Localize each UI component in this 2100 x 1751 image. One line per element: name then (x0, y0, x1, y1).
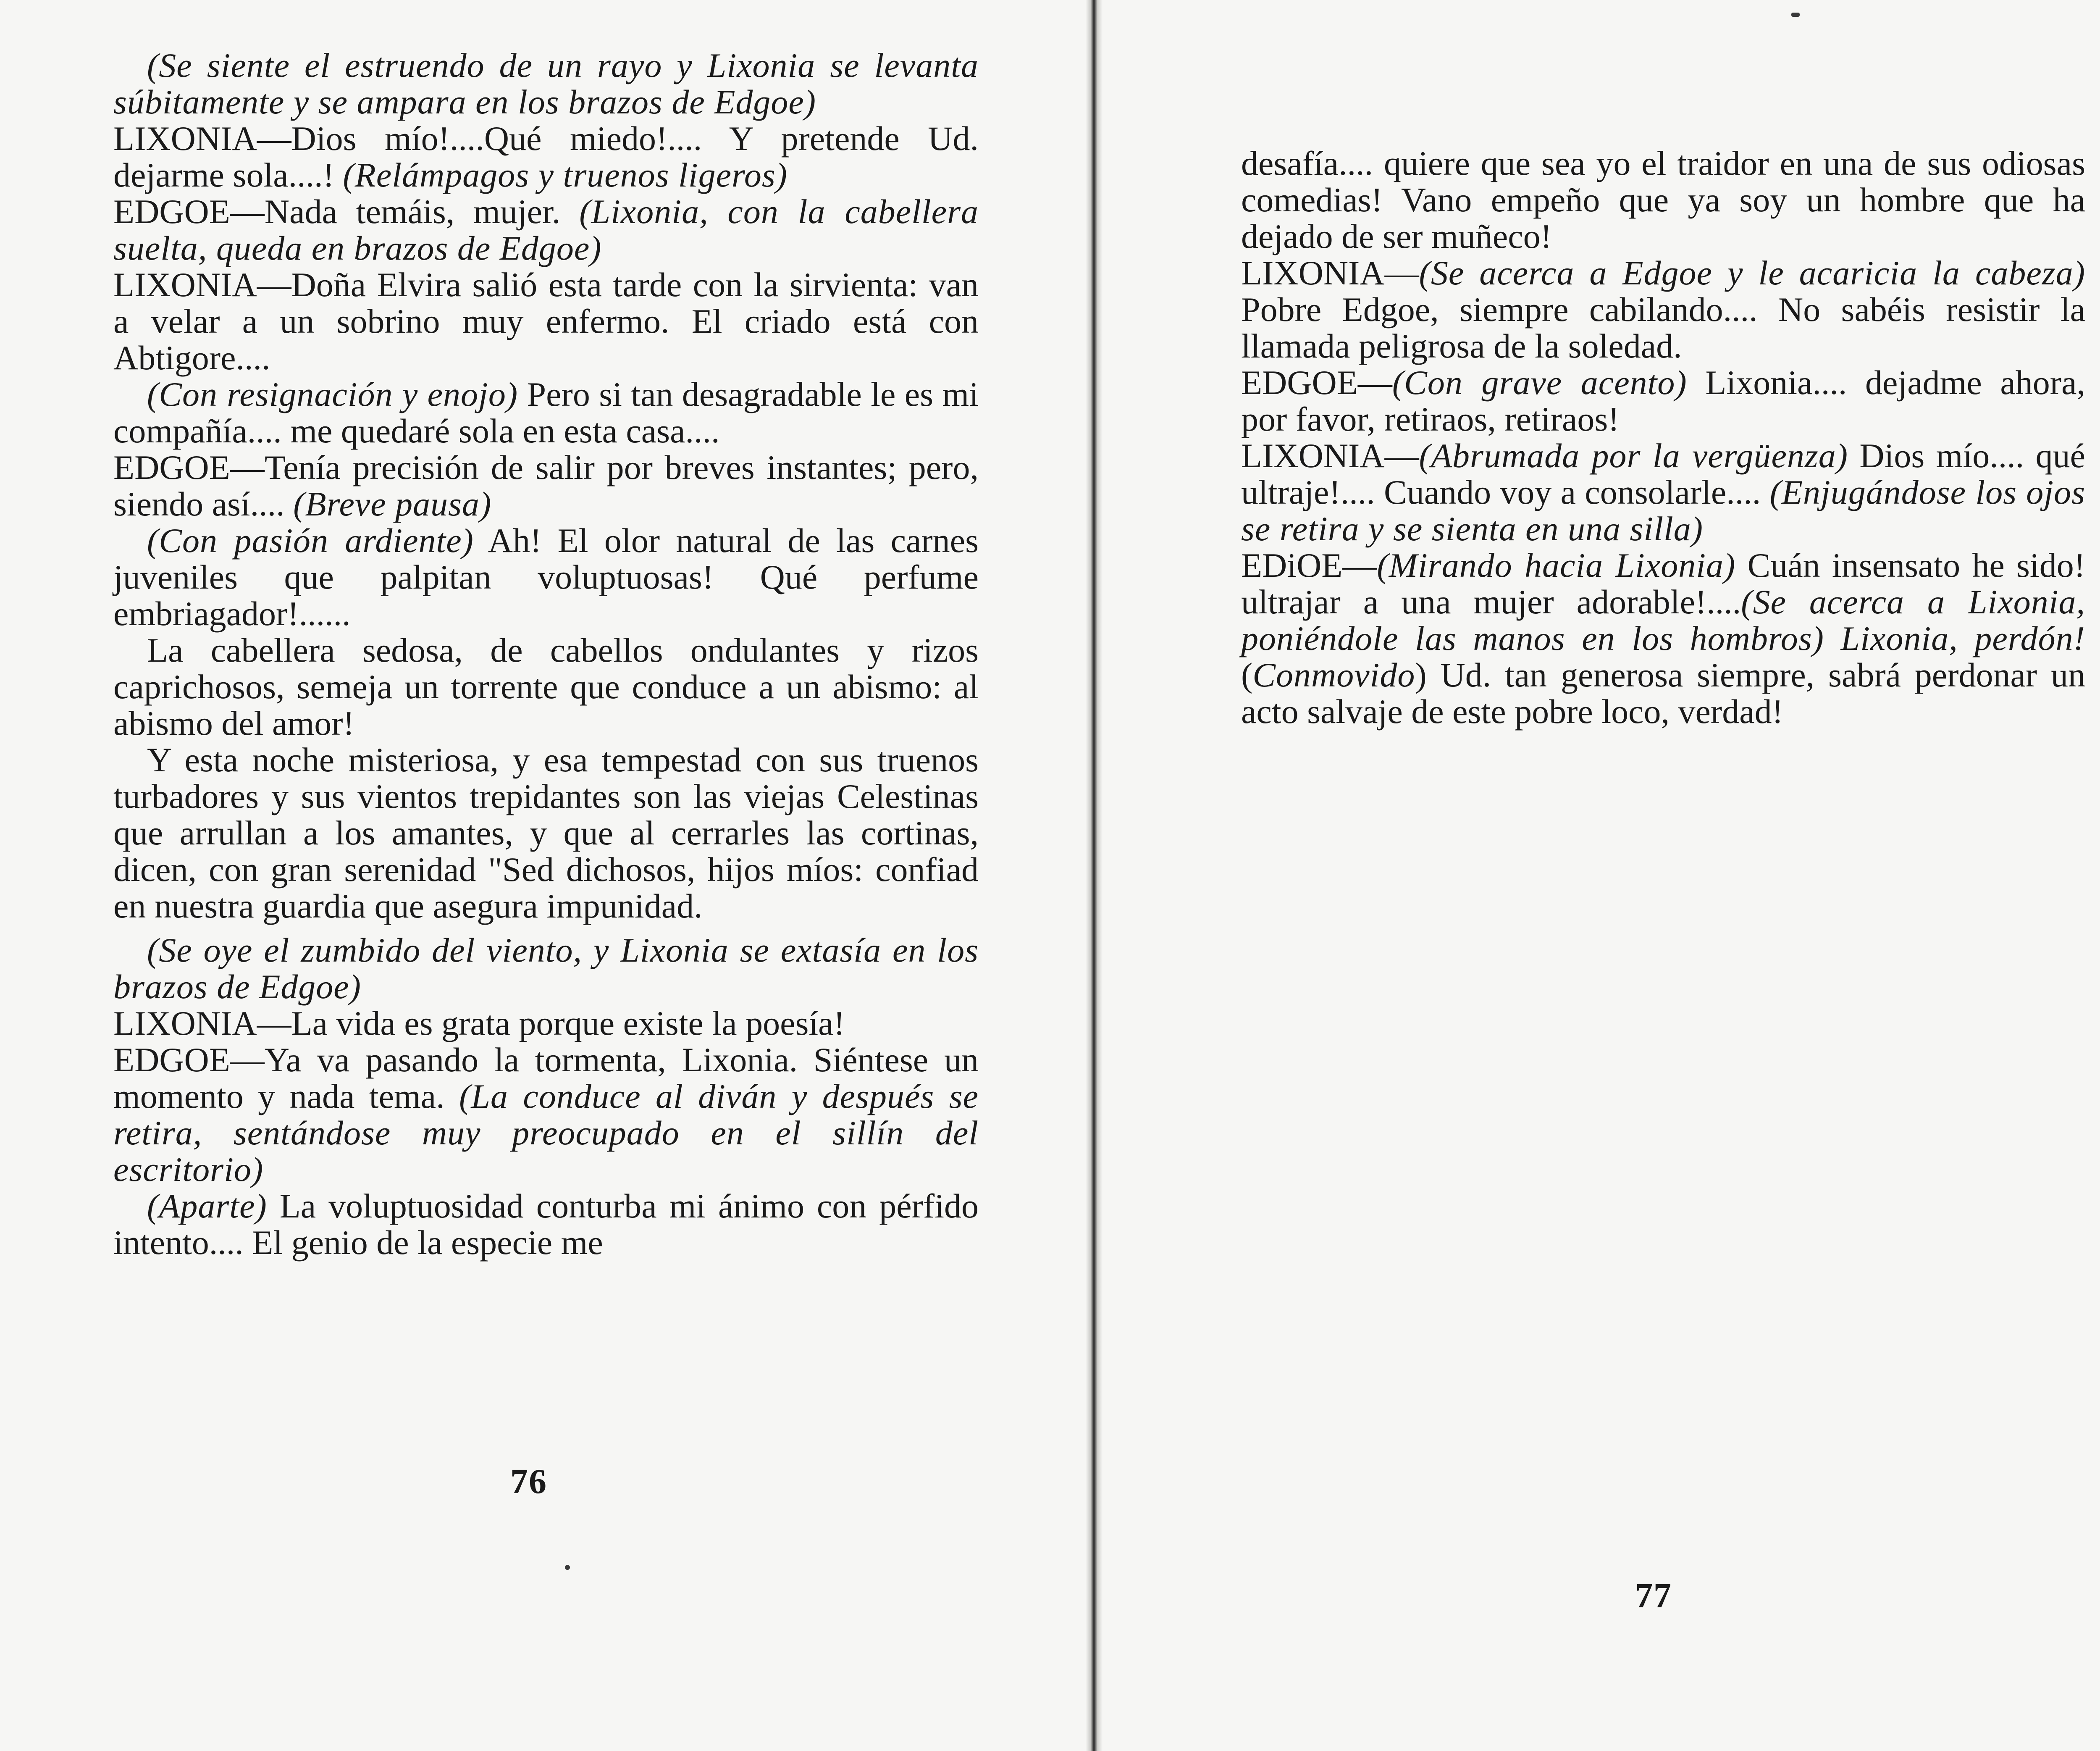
left-page-paragraph (113, 47, 979, 120)
dialogue-text: EDGOE—Nada temáis, mujer. (113, 192, 580, 231)
left-page-paragraph (113, 522, 979, 632)
dialogue-text: Pero si tan desagradable le es mi compañía.... me quedaré sola en esta casa.... (113, 375, 979, 450)
stage-direction: (Se acerca a Edgoe y le acaricia la cabeza) (1419, 254, 2085, 292)
stage-direction: (La conduce al diván y después se retira, sentándose muy preocupado en el sillín del escritorio) (113, 1077, 979, 1188)
dialogue-text: LIXONIA— (1241, 436, 1419, 475)
dialogue-text: Lixonia.... dejadme ahora, por favor, retiraos, retiraos! (1241, 363, 2085, 438)
right-page (1094, 0, 2100, 1751)
right-page-paragraph (1241, 364, 2085, 437)
dialogue-text: Dios mío.... qué ultraje!.... Cuando voy a consolarle.... (1241, 436, 2085, 511)
left-page-text (113, 47, 979, 1261)
left-page-paragraph (113, 193, 979, 266)
dialogue-text: EDGOE—Ya va pasando la tormenta, Lixonia. Siéntese un momento y nada tema. (113, 1041, 979, 1115)
dialogue-text: La cabellera sedosa, de cabellos ondulantes y rizos caprichosos, semeja un torrente que conduce a un abismo: al abismo del amor! (113, 631, 979, 742)
left-page-paragraph (113, 1188, 979, 1261)
stage-direction: (Mirando hacia Lixonia) (1377, 546, 1736, 584)
dialogue-text: EDiOE— (1241, 546, 1377, 584)
stage-direction: (Enjugándose los ojos se retira y se sienta en una silla) (1241, 473, 2085, 548)
stage-direction: (Se siente el estruendo de un rayo y Lixonia se levanta súbitamente y se ampara en los brazos de Edgoe) (113, 46, 979, 121)
stage-direction: Conmovido (1252, 656, 1415, 694)
right-page-paragraph (1241, 437, 2085, 547)
stage-direction: (Se acerca a Lixonia, poniéndole las manos en los hombros) Lixonia, perdón! (1241, 583, 2085, 657)
left-page-paragraph (113, 1041, 979, 1188)
dialogue-text: Pobre Edgoe, siempre cabilando.... No sabéis resistir la llamada peligrosa de la soledad. (1241, 290, 2085, 365)
right-page-paragraph (1241, 255, 2085, 364)
left-page-paragraph (113, 266, 979, 376)
dialogue-text: Ah! El olor natural de las carnes juveniles que palpitan voluptuosas! Qué perfume embriagador!...... (113, 521, 979, 633)
dialogue-text: La voluptuosidad conturba mi ánimo con pérfido intento.... El genio de la especie me (113, 1187, 979, 1262)
stage-direction: (Con resignación y enojo) (147, 375, 518, 413)
dialogue-text: LIXONIA—Doña Elvira salió esta tarde con la sirvienta: van a velar a un sobrino muy enfermo. El criado está con Abtigore.... (113, 266, 979, 377)
dialogue-text: ) Ud. tan generosa siempre, sabrá perdonar un acto salvaje de este pobre loco, verdad! (1241, 656, 2085, 731)
dialogue-text: EDGOE— (1241, 363, 1392, 402)
book-gutter (1086, 0, 1102, 1751)
stage-direction: (Abrumada por la vergüenza) (1419, 436, 1848, 475)
stage-direction: (Lixonia, con la cabellera suelta, queda en brazos de Edgoe) (113, 192, 979, 267)
left-page-paragraph (113, 632, 979, 741)
stage-direction: (Se oye el zumbido del viento, y Lixonia se extasía en los brazos de Edgoe) (113, 931, 979, 1006)
right-page-paragraph (1241, 145, 2085, 255)
dialogue-text: desafía.... quiere que sea yo el traidor en una de sus odiosas comedias! Vano empeño que ya soy un hombre que ha dejado de ser muñeco! (1241, 144, 2085, 255)
right-page-text (1241, 145, 2085, 730)
right-page-number: 77 (1635, 1576, 1672, 1615)
dialogue-text: LIXONIA—La vida es grata porque existe la poesía! (113, 1004, 845, 1042)
dialogue-text: LIXONIA— (1241, 254, 1419, 292)
left-page-paragraph (113, 1005, 979, 1041)
dialogue-text: Cuán insensato he sido! ultrajar a una mujer adorable!.... (1241, 546, 2086, 621)
stage-direction: (Con pasión ardiente) (147, 521, 474, 560)
right-page-paragraph (1241, 547, 2085, 730)
dialogue-text: LIXONIA—Dios mío!....Qué miedo!.... Y pretende Ud. dejarme sola....! (113, 119, 979, 194)
print-speck (565, 1565, 570, 1570)
stage-direction: (Breve pausa) (293, 485, 492, 523)
left-page-paragraph (113, 376, 979, 449)
left-page-paragraph (113, 449, 979, 522)
stage-direction: (Relámpagos y truenos ligeros) (343, 156, 788, 194)
dialogue-text: ( (1241, 656, 1253, 694)
dialogue-text: EDGOE—Tenía precisión de salir por breves instantes; pero, siendo así.... (113, 448, 979, 523)
left-page-paragraph (113, 932, 979, 1005)
stage-direction: (Aparte) (147, 1187, 267, 1225)
dialogue-text: Y esta noche misteriosa, y esa tempestad con sus truenos turbadores y sus vientos trepidantes son las viejas Celestinas que arrullan a los amantes, y que al cerrarles las cortinas, dicen, con gran serenidad "Sed dichosos, hijos míos: confiad en nuestra guardia que asegura impunidad. (113, 741, 979, 925)
left-page-number: 76 (510, 1462, 547, 1501)
stage-direction: (Con grave acento) (1392, 363, 1687, 402)
print-speck (1791, 13, 1800, 17)
left-page-paragraph (113, 120, 979, 193)
left-page-paragraph (113, 741, 979, 924)
